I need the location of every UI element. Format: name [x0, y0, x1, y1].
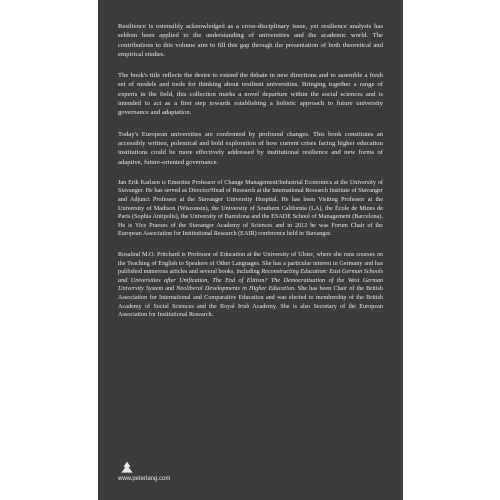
blurb-paragraph-3: Today's European universities are confronted by profound changes. This book constitutes an accessibly written, polemical and bold exploration of how current crises facing higher education institutions could be more effectively addressed by institutional resilience and new forms of adaptive, future-oriented governance.: [118, 130, 383, 166]
peter-lang-logo-icon: [120, 460, 134, 474]
bio-text: . She has been Chair of the British Association for International and Comparative Education and was elected to membership of the British Academy of Social Sciences and the Royal Irish Academy. She is also Secretary of the European Association for Institutional Research.: [118, 285, 384, 319]
publisher-url: www.peterlang.com: [118, 476, 171, 482]
publisher-block: [118, 460, 170, 482]
book-title: Neoliberal Developments in Higher Education: [176, 285, 295, 293]
author-bio-pritchard: [118, 251, 383, 320]
bio-text: Rosalind M.O. Pritchard is Professor of Education at the University of Ulster, where she runs courses on the Teaching of English to Speakers of Other Languages. She has a particular interest in Germany and has published numerous articles and several books, including: [118, 251, 383, 276]
blurb-paragraph-2: The book's title reflects the desire to extend the debate in new directions and to assemble a fresh set of models and tools for thinking about resilient universities. Bringing together a range of experts in the field, this collection marks a novel departure within the social sciences and is intended to act as a first step towards establishing a holistic approach to future university governance and adaptation.: [118, 72, 383, 117]
book-title: The End of Elitism? The Democratisation of the West German University System: [118, 276, 384, 293]
author-bio-karlsen: Jan Erik Karlsen is Emeritus Professor of Change Management/Industrial Economics at the University of Stavanger. He has served as Director/Head of Research at the International Research Institute of Stavanger and Adjunct Professor at the Stavanger University Hospital. He has been Visiting Professor at the University of Madison (Wisconsin), the University of Southern California (LA), the École de Mines de Paris (Sophia Antipolis), the University of Barcelona and the ESADE School of Management (Barcelona). He is Vice Praeses of the Stavanger Academy of Sciences and in 2012 he was Forum Chair of the European Association for Institutional Research (EAIR) conference held in Stavanger.: [118, 178, 383, 238]
bio-text: ,: [207, 276, 213, 284]
book-title: Reconstructing Education: East German Schools and Universities after Unification: [118, 268, 383, 284]
back-cover: [98, 0, 403, 500]
bio-text: and: [163, 285, 177, 293]
blurb-paragraph-1: Resilience is ostensibly acknowledged as a cross-disciplinary issue, yet resilience analysis has seldom been applied to the understanding of universities and the academic world. The contributions to this volume aim to fill this gap through the presentation of both theoretical and empirical studies.: [118, 23, 383, 58]
